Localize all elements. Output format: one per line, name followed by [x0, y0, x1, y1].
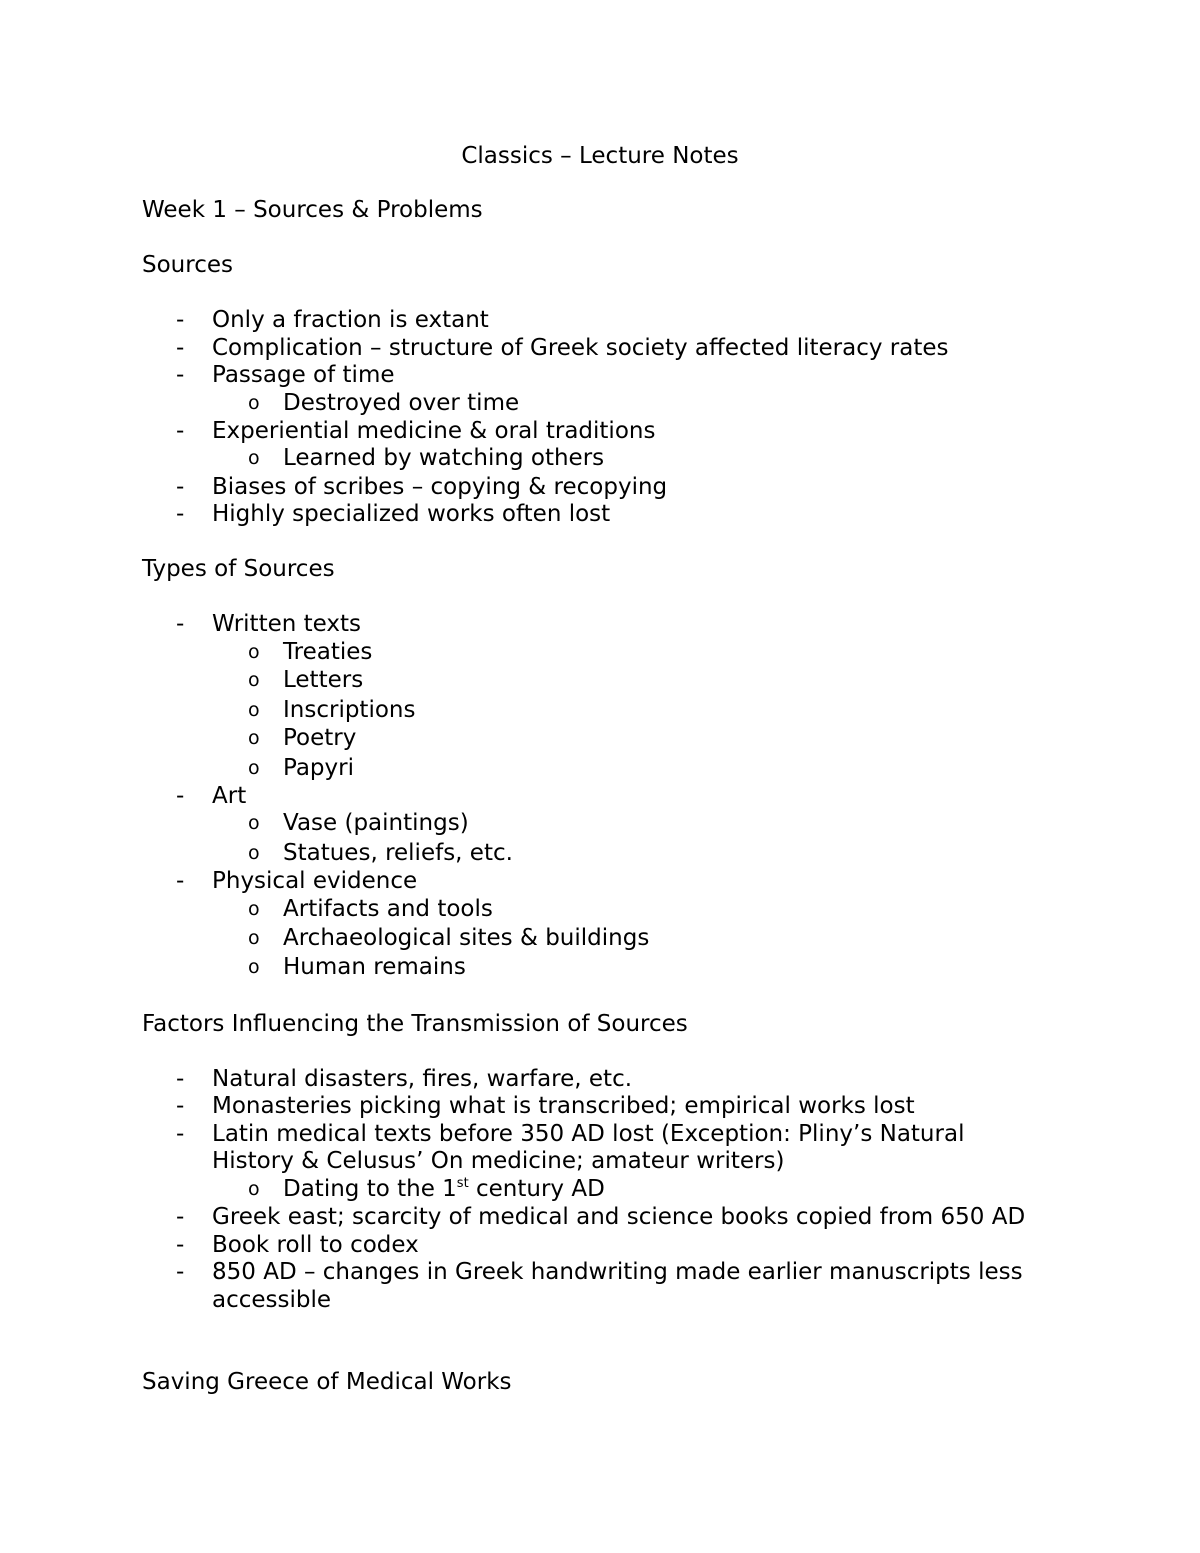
section-heading-types-of-sources: Types of Sources — [142, 556, 335, 582]
dash-bullet: - — [176, 1121, 185, 1147]
list-item: - Monasteries picking what is transcribed; empirical works lost — [176, 1093, 915, 1119]
circle-bullet: o — [248, 727, 260, 749]
list-item: - Physical evidence — [176, 868, 418, 894]
section-heading-transmission-factors: Factors Influencing the Transmission of Sources — [142, 1011, 688, 1037]
sub-list-item: o Statues, reliefs, etc. — [248, 840, 513, 866]
page-title: Classics – Lecture Notes — [461, 143, 739, 169]
list-item: - Natural disasters, fires, warfare, etc. — [176, 1066, 633, 1092]
sub-list-item: o Artifacts and tools — [248, 896, 493, 922]
circle-bullet: o — [248, 699, 260, 721]
dash-bullet: - — [176, 418, 185, 444]
sub-list-item: o Vase (paintings) — [248, 810, 469, 836]
section-heading-saving-greece: Saving Greece of Medical Works — [142, 1369, 512, 1395]
list-item-continuation: accessible — [212, 1287, 332, 1313]
dash-bullet: - — [176, 474, 185, 500]
sub-list-item: o Inscriptions — [248, 697, 416, 723]
section-heading-sources: Sources — [142, 252, 233, 278]
dash-bullet: - — [176, 611, 185, 637]
list-item: - Experiential medicine & oral traditions — [176, 418, 656, 444]
list-item: - Biases of scribes – copying & recopying — [176, 474, 668, 500]
dash-bullet: - — [176, 868, 185, 894]
list-item: - Written texts — [176, 611, 362, 637]
sub-list-item: o Learned by watching others — [248, 445, 605, 471]
list-item: - Complication – structure of Greek society affected literacy rates — [176, 335, 949, 361]
dash-bullet: - — [176, 1204, 185, 1230]
sub-list-item: o Dating to the 1st century AD — [248, 1176, 605, 1202]
circle-bullet: o — [248, 842, 260, 864]
list-item: - Latin medical texts before 350 AD lost (Exception: Pliny’s Natural — [176, 1121, 965, 1147]
dash-bullet: - — [176, 307, 185, 333]
dash-bullet: - — [176, 1066, 185, 1092]
dash-bullet: - — [176, 335, 185, 361]
sub-list-item: o Letters — [248, 667, 364, 693]
circle-bullet: o — [248, 956, 260, 978]
sub-list-item: o Archaeological sites & buildings — [248, 925, 650, 951]
sub-list-item: o Destroyed over time — [248, 390, 520, 416]
dash-bullet: - — [176, 1259, 185, 1285]
sub-list-item: o Human remains — [248, 954, 466, 980]
dash-bullet: - — [176, 362, 185, 388]
list-item: - Greek east; scarcity of medical and science books copied from 650 AD — [176, 1204, 1026, 1230]
sub-list-item: o Treaties — [248, 639, 373, 665]
list-item: - Art — [176, 783, 247, 809]
week-heading: Week 1 – Sources & Problems — [142, 197, 483, 223]
list-item: - Only a fraction is extant — [176, 307, 489, 333]
list-item: - Highly specialized works often lost — [176, 501, 611, 527]
dash-bullet: - — [176, 501, 185, 527]
circle-bullet: o — [248, 641, 260, 663]
list-item-continuation: History & Celusus’ On medicine; amateur writers) — [212, 1148, 785, 1174]
list-item: - Book roll to codex — [176, 1232, 419, 1258]
dash-bullet: - — [176, 1093, 185, 1119]
list-item: - 850 AD – changes in Greek handwriting made earlier manuscripts less — [176, 1259, 1023, 1285]
circle-bullet: o — [248, 447, 260, 469]
circle-bullet: o — [248, 927, 260, 949]
dash-bullet: - — [176, 783, 185, 809]
circle-bullet: o — [248, 898, 260, 920]
circle-bullet: o — [248, 1178, 260, 1200]
list-item: - Passage of time — [176, 362, 395, 388]
circle-bullet: o — [248, 812, 260, 834]
circle-bullet: o — [248, 669, 260, 691]
dash-bullet: - — [176, 1232, 185, 1258]
circle-bullet: o — [248, 757, 260, 779]
sub-list-item: o Papyri — [248, 755, 354, 781]
sub-list-item: o Poetry — [248, 725, 357, 751]
circle-bullet: o — [248, 392, 260, 414]
